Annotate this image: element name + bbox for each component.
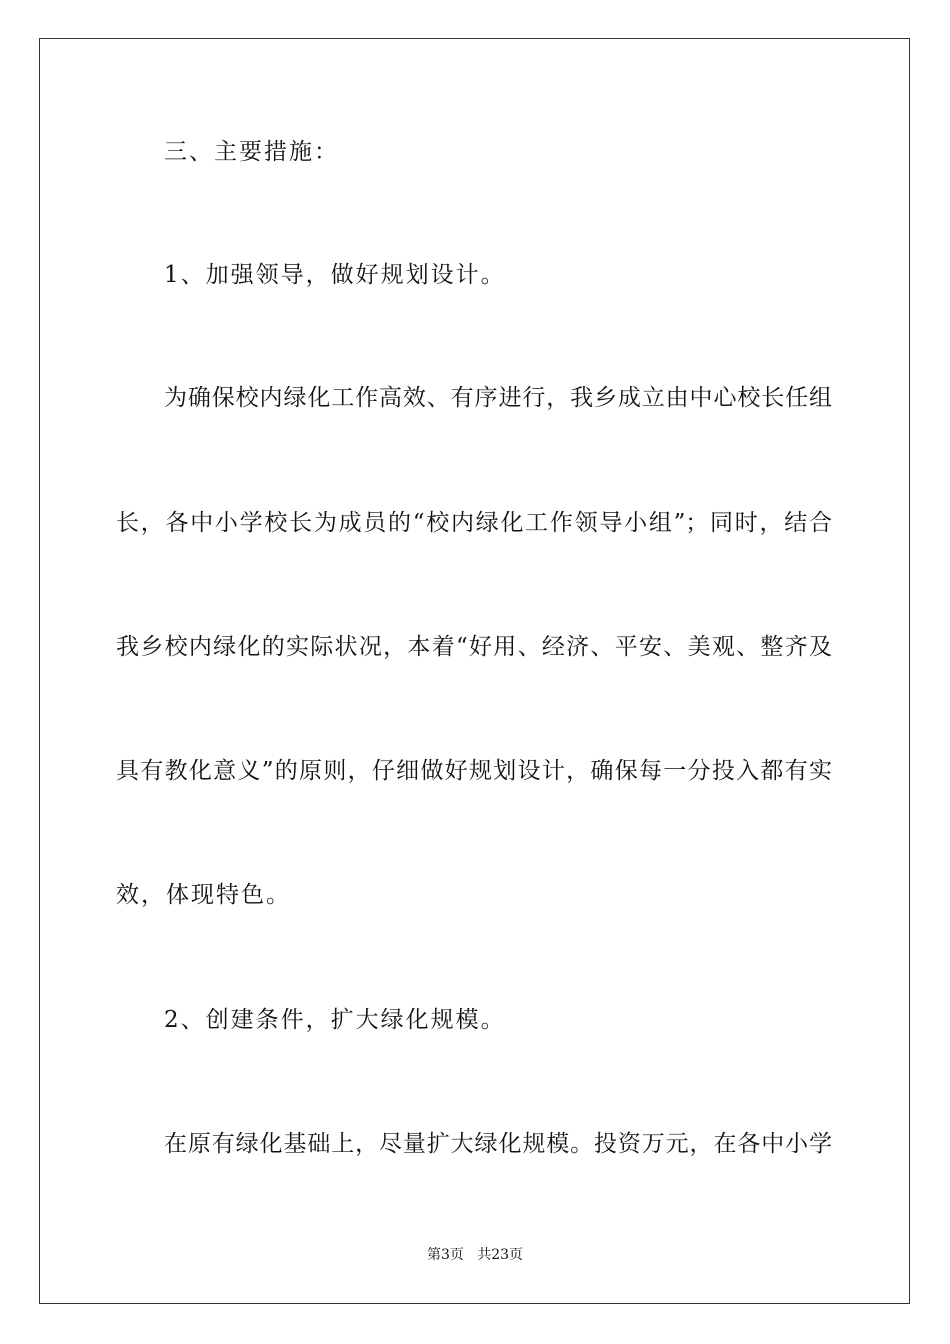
paragraph-line: 长，各中小学校长为成员的“校内绿化工作领导小组”；同时，结合: [116, 510, 832, 536]
paragraph-line: 我乡校内绿化的实际状况，本着“好用、经济、平安、美观、整齐及: [116, 634, 832, 660]
page-border: [39, 38, 910, 1304]
subheading-2: 2、创建条件，扩大绿化规模。: [164, 1007, 506, 1033]
paragraph-line: 在原有绿化基础上，尽量扩大绿化规模。投资万元，在各中小学: [164, 1131, 832, 1157]
paragraph-line: 具有教化意义”的原则，仔细做好规划设计，确保每一分投入都有实: [116, 758, 832, 784]
paragraph-line: 为确保校内绿化工作高效、有序进行，我乡成立由中心校长任组: [164, 385, 832, 411]
page-number-footer: 第3页 共23页: [426, 1247, 524, 1263]
paragraph-line: 效，体现特色。: [116, 882, 291, 908]
subheading-1: 1、加强领导，做好规划设计。: [164, 262, 506, 288]
section-heading: 三、主要措施：: [164, 139, 339, 165]
